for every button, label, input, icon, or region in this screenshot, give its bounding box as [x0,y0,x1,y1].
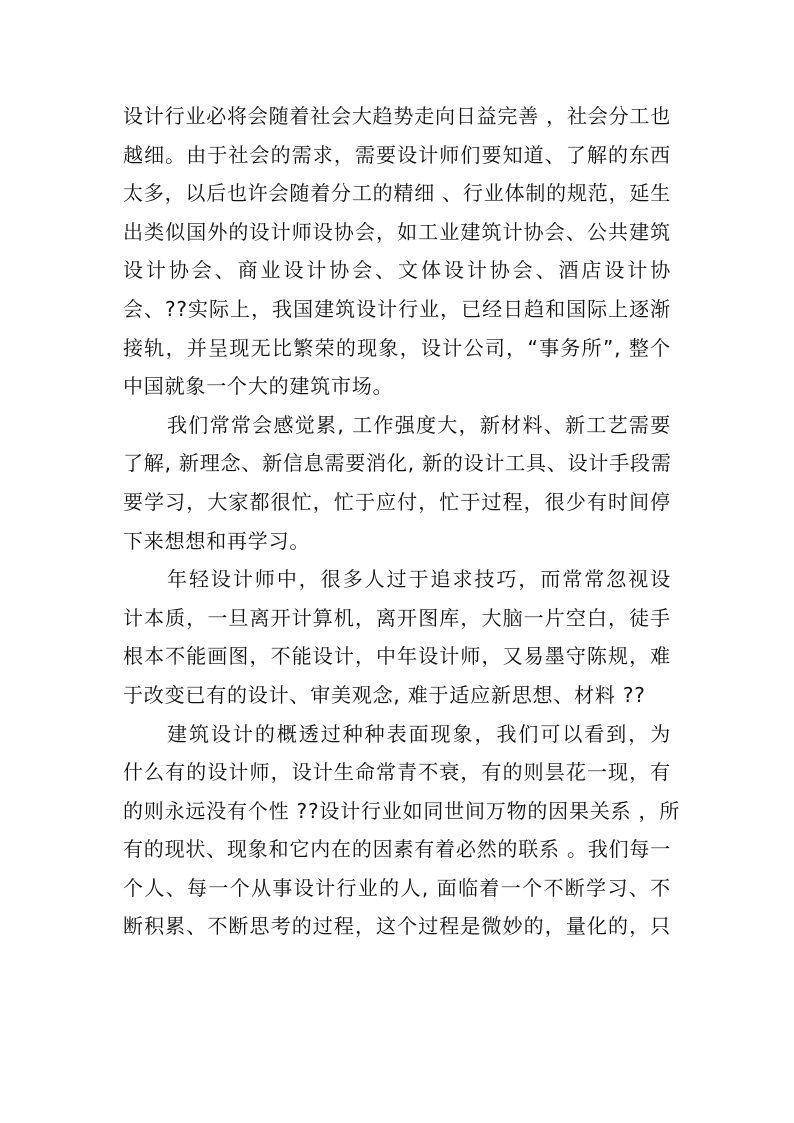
text-line: 断积累、不断思考的过程，这个过程是微妙的，量化的，只 [123,914,671,939]
text-line: 年轻设计师中，很多人过于追求技巧，而常常忽视设 [167,567,671,592]
text-line: 有的现状、现象和它内在的因素有着必然的联系 。我们每一 [123,837,671,862]
text-line: 中国就象一个大的建筑市场。 [123,374,394,399]
text-line: 什么有的设计师，设计生命常青不衰，有的则昙花一现，有 [123,760,671,785]
text-line: 设计协会、商业设计协会、文体设计协会、酒店设计协 [123,258,671,283]
text-line: 于改变已有的设计、审美观念, 难于适应新思想、材料 ?? [123,682,646,707]
text-line: 的则永远没有个性 ??设计行业如同世间万物的因果关系 ，所 [123,798,681,823]
text-line: 下来想想和再学习。 [123,528,311,553]
text-line: 接轨，并呈现无比繁荣的现象，设计公司，“事务所”, 整个 [123,335,671,360]
text-line: 我们常常会感觉累, 工作强度大，新材料、新工艺需要 [167,412,671,437]
paragraph [123,715,681,947]
text-line: 建筑设计的概透过种种表面现象，我们可以看到，为 [167,721,671,746]
paragraph [123,97,671,406]
text-line: 设计行业必将会随着社会大趋势走向日益完善 ，社会分工也 [123,104,671,128]
document-page [123,97,681,946]
text-line: 了解, 新理念、新信息需要消化, 新的设计工具、设计手段需 [123,451,672,476]
paragraph [123,560,671,714]
text-line: 个人、每一个从事设计行业的人, 面临着一个不断学习、不 [123,875,671,900]
text-line: 会、??实际上，我国建筑设计行业，已经日趋和国际上逐渐 [123,296,671,321]
paragraph [123,406,671,560]
text-line: 计本质，一旦离开计算机，离开图库，大脑一片空白，徒手 [123,605,671,630]
text-line: 根本不能画图，不能设计，中年设计师，又易墨守陈规，难 [123,644,671,669]
text-line: 越细。由于社会的需求，需要设计师们要知道、了解的东西 [123,142,671,167]
text-line: 要学习，大家都很忙，忙于应付，忙于过程，很少有时间停 [123,489,671,514]
text-line: 出类似国外的设计师设协会，如工业建筑计协会、公共建筑 [123,219,671,244]
text-line: 太多，以后也许会随着分工的精细 、行业体制的规范，延生 [123,181,671,206]
